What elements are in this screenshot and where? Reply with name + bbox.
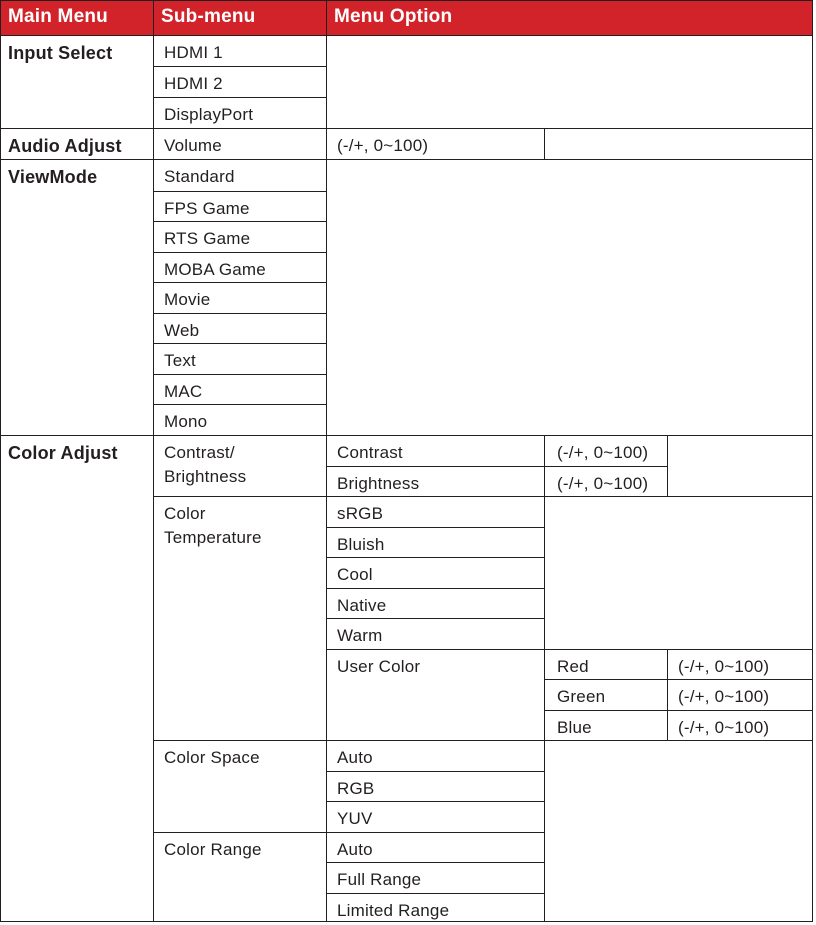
sub-menu-hdmi-2 (153, 66, 327, 98)
option-user-color (326, 649, 545, 741)
sub-menu-hdmi-1 (153, 35, 327, 67)
option-srgb (326, 496, 545, 528)
option-cool-text: Cool (337, 565, 373, 584)
option-color-range-limited-text: Limited Range (337, 901, 450, 920)
option-color-space-yuv (326, 801, 545, 833)
sub-menu-movie (153, 282, 327, 314)
blue-range (667, 710, 813, 741)
option-color-space-rgb (326, 771, 545, 802)
option-color-range-limited (326, 893, 545, 922)
option-brightness-text: Brightness (337, 474, 420, 493)
contrast-range-text: (-/+, 0~100) (557, 443, 649, 462)
contrast-range (544, 435, 668, 467)
option-color-range-auto (326, 832, 545, 863)
main-menu-audio-adjust-text: Audio Adjust (8, 136, 122, 156)
option-red-text: Red (557, 657, 589, 676)
sub-menu-standard (153, 159, 327, 192)
empty-cell (667, 435, 813, 497)
option-contrast-text: Contrast (337, 443, 403, 462)
main-menu-color-adjust (0, 435, 154, 922)
sub-menu-color-temperature-text: Color Temperature (164, 504, 262, 547)
option-native-text: Native (337, 596, 387, 615)
option-warm (326, 618, 545, 650)
option-bluish (326, 527, 545, 558)
sub-menu-mono (153, 404, 327, 436)
volume-range-text: (-/+, 0~100) (337, 136, 429, 155)
sub-menu-fps-game-text: FPS Game (164, 199, 250, 218)
red-range-text: (-/+, 0~100) (678, 657, 770, 676)
sub-menu-web (153, 313, 327, 344)
main-menu-viewmode-text: ViewMode (8, 167, 98, 187)
sub-menu-mac-text: MAC (164, 382, 203, 401)
sub-menu-color-range (153, 832, 327, 922)
option-color-range-full (326, 862, 545, 894)
header-sub-menu (153, 0, 327, 36)
option-contrast (326, 435, 545, 467)
sub-menu-volume-text: Volume (164, 136, 222, 155)
option-color-space-auto (326, 740, 545, 772)
sub-menu-web-text: Web (164, 321, 200, 340)
sub-menu-mono-text: Mono (164, 412, 208, 431)
brightness-range-text: (-/+, 0~100) (557, 474, 649, 493)
sub-menu-hdmi-2-text: HDMI 2 (164, 74, 223, 93)
option-color-space-rgb-text: RGB (337, 779, 375, 798)
sub-menu-color-space (153, 740, 327, 833)
sub-menu-displayport-text: DisplayPort (164, 105, 254, 124)
option-cool (326, 557, 545, 589)
option-srgb-text: sRGB (337, 504, 384, 523)
option-green-text: Green (557, 687, 606, 706)
option-blue (544, 710, 668, 741)
empty-cell (326, 159, 813, 436)
option-warm-text: Warm (337, 626, 383, 645)
green-range-text: (-/+, 0~100) (678, 687, 770, 706)
main-menu-input-select-text: Input Select (8, 43, 113, 63)
header-menu-option-text: Menu Option (334, 6, 453, 27)
sub-menu-movie-text: Movie (164, 290, 211, 309)
header-sub-menu-text: Sub-menu (161, 6, 256, 27)
green-range (667, 679, 813, 711)
option-user-color-text: User Color (337, 657, 421, 676)
sub-menu-contrast-brightness-text: Contrast/ Brightness (164, 443, 247, 486)
sub-menu-color-range-text: Color Range (164, 840, 262, 859)
header-main-menu-text: Main Menu (8, 6, 108, 27)
option-green (544, 679, 668, 711)
main-menu-input-select (0, 35, 154, 129)
sub-menu-hdmi-1-text: HDMI 1 (164, 43, 223, 62)
sub-menu-text (153, 343, 327, 375)
option-native (326, 588, 545, 619)
empty-cell (544, 128, 813, 160)
option-red (544, 649, 668, 680)
brightness-range (544, 466, 668, 497)
sub-menu-color-space-text: Color Space (164, 748, 260, 767)
sub-menu-color-temperature (153, 496, 327, 741)
volume-range (326, 128, 545, 160)
sub-menu-standard-text: Standard (164, 167, 235, 186)
empty-cell (544, 740, 813, 922)
option-color-space-auto-text: Auto (337, 748, 373, 767)
sub-menu-volume (153, 128, 327, 160)
sub-menu-rts-game (153, 221, 327, 253)
main-menu-color-adjust-text: Color Adjust (8, 443, 118, 463)
red-range (667, 649, 813, 680)
option-color-range-auto-text: Auto (337, 840, 373, 859)
main-menu-audio-adjust (0, 128, 154, 160)
empty-cell (544, 496, 813, 650)
sub-menu-contrast-brightness (153, 435, 327, 497)
option-color-range-full-text: Full Range (337, 870, 422, 889)
empty-cell (326, 35, 813, 129)
sub-menu-moba-game (153, 252, 327, 283)
option-bluish-text: Bluish (337, 535, 385, 554)
sub-menu-fps-game (153, 191, 327, 222)
sub-menu-moba-game-text: MOBA Game (164, 260, 266, 279)
header-menu-option (326, 0, 813, 36)
option-blue-text: Blue (557, 718, 592, 737)
sub-menu-rts-game-text: RTS Game (164, 229, 251, 248)
option-color-space-yuv-text: YUV (337, 809, 373, 828)
sub-menu-displayport (153, 97, 327, 129)
sub-menu-text-text: Text (164, 351, 196, 370)
main-menu-viewmode (0, 159, 154, 436)
blue-range-text: (-/+, 0~100) (678, 718, 770, 737)
header-main-menu (0, 0, 154, 36)
sub-menu-mac (153, 374, 327, 405)
option-brightness (326, 466, 545, 497)
